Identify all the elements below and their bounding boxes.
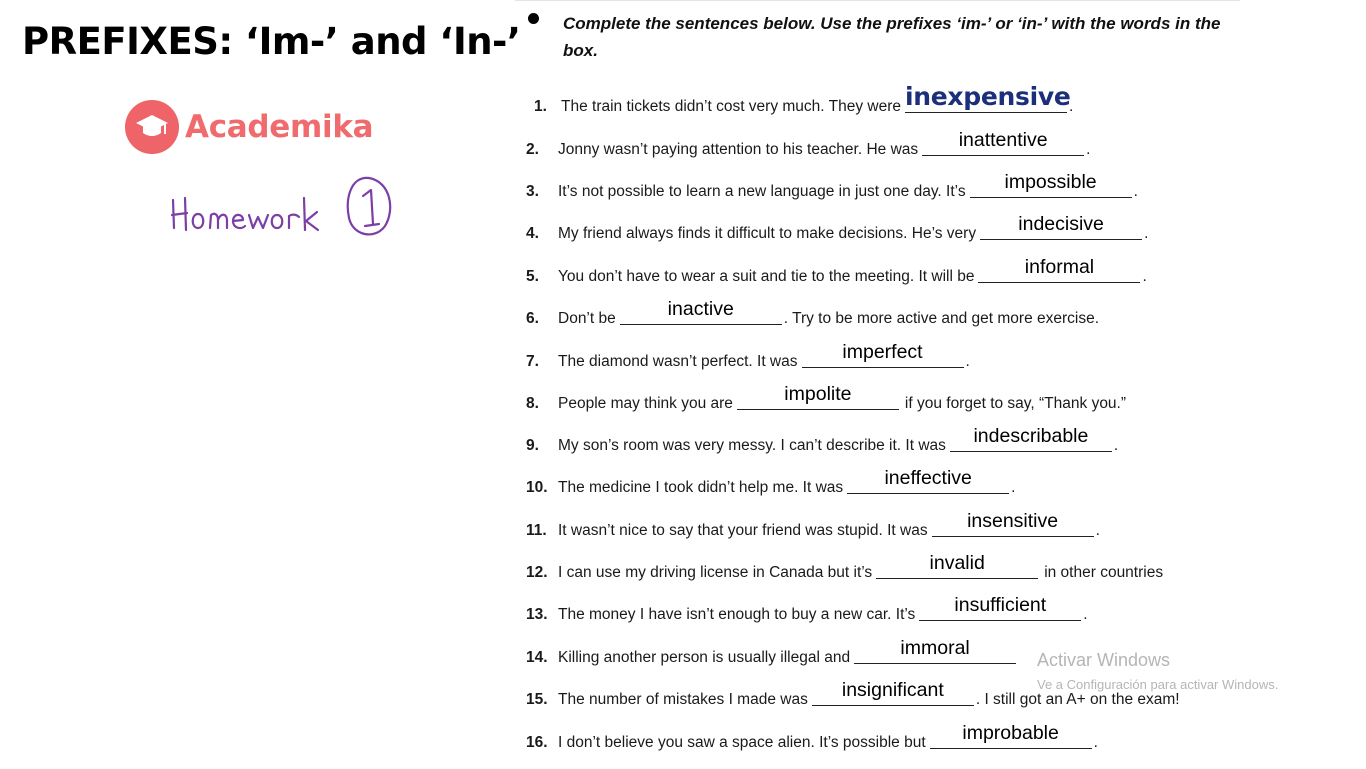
page-title: PREFIXES: ‘Im-’ and ‘In-’ bbox=[22, 20, 521, 63]
answer-blank bbox=[950, 425, 1112, 452]
answer-blank bbox=[919, 594, 1081, 621]
question-number: 14. bbox=[526, 649, 548, 666]
answer-blank bbox=[802, 341, 964, 368]
question-ending: if you forget to say, “Thank you.” bbox=[904, 395, 1127, 412]
question-row bbox=[526, 510, 1100, 540]
question-row bbox=[526, 82, 1074, 116]
question-row bbox=[526, 213, 1149, 243]
answer-text: imperfect bbox=[842, 341, 923, 363]
question-text: The medicine I took didn’t help me. It was bbox=[558, 479, 844, 496]
question-number: 3. bbox=[526, 183, 539, 200]
answer-text: inattentive bbox=[958, 129, 1048, 151]
academika-logo bbox=[125, 100, 373, 154]
worksheet-instruction: Complete the sentences below. Use the prefixes ‘im-’ or ‘in-’ with the words in the box. bbox=[563, 14, 1221, 60]
answer-blank bbox=[876, 552, 1038, 579]
graduation-cap-icon bbox=[125, 100, 179, 154]
answer-blank bbox=[905, 82, 1071, 113]
question-number: 12. bbox=[526, 564, 548, 581]
question-ending: . bbox=[1069, 98, 1074, 115]
answer-text: immoral bbox=[900, 637, 970, 659]
watermark-title: Activar Windows bbox=[1037, 650, 1171, 670]
answer-text: insensitive bbox=[967, 510, 1059, 532]
question-text: You don’t have to wear a suit and tie to the meeting. It will be bbox=[558, 268, 975, 285]
answer-blank bbox=[812, 679, 974, 706]
question-row bbox=[526, 722, 1098, 752]
answer-text: inactive bbox=[667, 298, 734, 320]
answer-blank bbox=[922, 129, 1084, 156]
answer-text: insignificant bbox=[841, 679, 944, 701]
question-number: 11. bbox=[526, 522, 547, 539]
logo-text: Academika bbox=[185, 109, 374, 145]
answer-text: impolite bbox=[784, 383, 852, 405]
answer-blank bbox=[620, 298, 782, 325]
question-text: My friend always finds it difficult to make decisions. He’s very bbox=[558, 225, 977, 242]
question-number: 13. bbox=[526, 606, 548, 623]
question-number: 7. bbox=[526, 353, 539, 370]
question-row bbox=[526, 298, 1100, 328]
question-text: It wasn’t nice to say that your friend was stupid. It was bbox=[558, 522, 928, 539]
question-ending: . bbox=[1113, 437, 1119, 454]
question-text: The number of mistakes I made was bbox=[558, 691, 808, 708]
question-text: I don’t believe you saw a space alien. It’s possible but bbox=[558, 734, 926, 751]
question-number: 8. bbox=[526, 395, 539, 412]
answer-blank bbox=[930, 722, 1092, 749]
answer-text: indecisive bbox=[1018, 213, 1104, 235]
windows-activation-watermark bbox=[1037, 650, 1278, 692]
question-row bbox=[526, 637, 1018, 667]
question-ending: . Try to be more active and get more exercise. bbox=[783, 310, 1100, 327]
question-text: I can use my driving license in Canada but it’s bbox=[558, 564, 873, 581]
question-row bbox=[526, 552, 1164, 582]
answer-blank bbox=[737, 383, 899, 410]
answer-text: insufficient bbox=[954, 594, 1047, 616]
question-number: 4. bbox=[526, 225, 539, 242]
question-ending: . bbox=[1011, 479, 1016, 496]
answer-blank bbox=[932, 510, 1094, 537]
question-text: Jonny wasn’t paying attention to his teacher. He was bbox=[558, 141, 919, 158]
answer-text: indescribable bbox=[973, 425, 1089, 447]
answer-blank bbox=[854, 637, 1016, 664]
handwritten-homework-note bbox=[165, 170, 400, 250]
question-row bbox=[526, 467, 1016, 497]
question-ending: . bbox=[1083, 606, 1088, 623]
question-ending: . I still got an A+ on the exam! bbox=[975, 691, 1180, 708]
question-row bbox=[526, 341, 970, 371]
question-ending: in other countries bbox=[1044, 564, 1164, 581]
question-ending: . bbox=[1144, 225, 1149, 242]
watermark-subtitle: Ve a Configuración para activar Windows. bbox=[1037, 677, 1279, 692]
question-text: The diamond wasn’t perfect. It was bbox=[558, 353, 798, 370]
answer-blank bbox=[980, 213, 1142, 240]
question-text: People may think you are bbox=[558, 395, 733, 412]
question-row bbox=[526, 256, 1147, 286]
question-number: 5. bbox=[526, 268, 539, 285]
answer-text: impossible bbox=[1004, 171, 1097, 193]
question-text: Killing another person is usually illegal and bbox=[558, 649, 851, 666]
question-row bbox=[526, 594, 1088, 624]
question-text: It’s not possible to learn a new language in just one day. It’s bbox=[558, 183, 966, 200]
question-number: 16. bbox=[526, 734, 548, 751]
question-ending: . bbox=[1133, 183, 1138, 200]
answer-text: improbable bbox=[962, 722, 1059, 744]
question-ending: . bbox=[1093, 734, 1098, 751]
question-text: The train tickets didn’t cost very much. They were bbox=[561, 98, 901, 115]
question-text: My son’s room was very messy. I can’t describe it. It was bbox=[558, 437, 946, 454]
question-number: 10. bbox=[526, 479, 548, 496]
question-number: 9. bbox=[526, 437, 539, 454]
question-number: 1. bbox=[534, 98, 547, 115]
question-row bbox=[526, 425, 1119, 455]
question-ending: . bbox=[1095, 522, 1100, 539]
question-ending: . bbox=[1086, 141, 1091, 158]
question-row bbox=[526, 129, 1091, 159]
question-ending: . bbox=[965, 353, 970, 370]
answer-blank bbox=[978, 256, 1140, 283]
question-row bbox=[526, 171, 1138, 201]
question-number: 2. bbox=[526, 141, 539, 158]
question-number: 6. bbox=[526, 310, 539, 327]
question-ending: . bbox=[1142, 268, 1147, 285]
answer-text: inexpensive bbox=[905, 82, 1071, 111]
answer-text: ineffective bbox=[884, 467, 972, 489]
question-text: Don’t be bbox=[558, 310, 616, 327]
answer-text: informal bbox=[1024, 256, 1095, 278]
question-text: The money I have isn’t enough to buy a new car. It’s bbox=[558, 606, 916, 623]
answer-text: invalid bbox=[929, 552, 985, 574]
question-row bbox=[526, 383, 1127, 413]
question-number: 15. bbox=[526, 691, 548, 708]
answer-blank bbox=[847, 467, 1009, 494]
bullet-icon bbox=[528, 13, 539, 24]
answer-blank bbox=[970, 171, 1132, 198]
